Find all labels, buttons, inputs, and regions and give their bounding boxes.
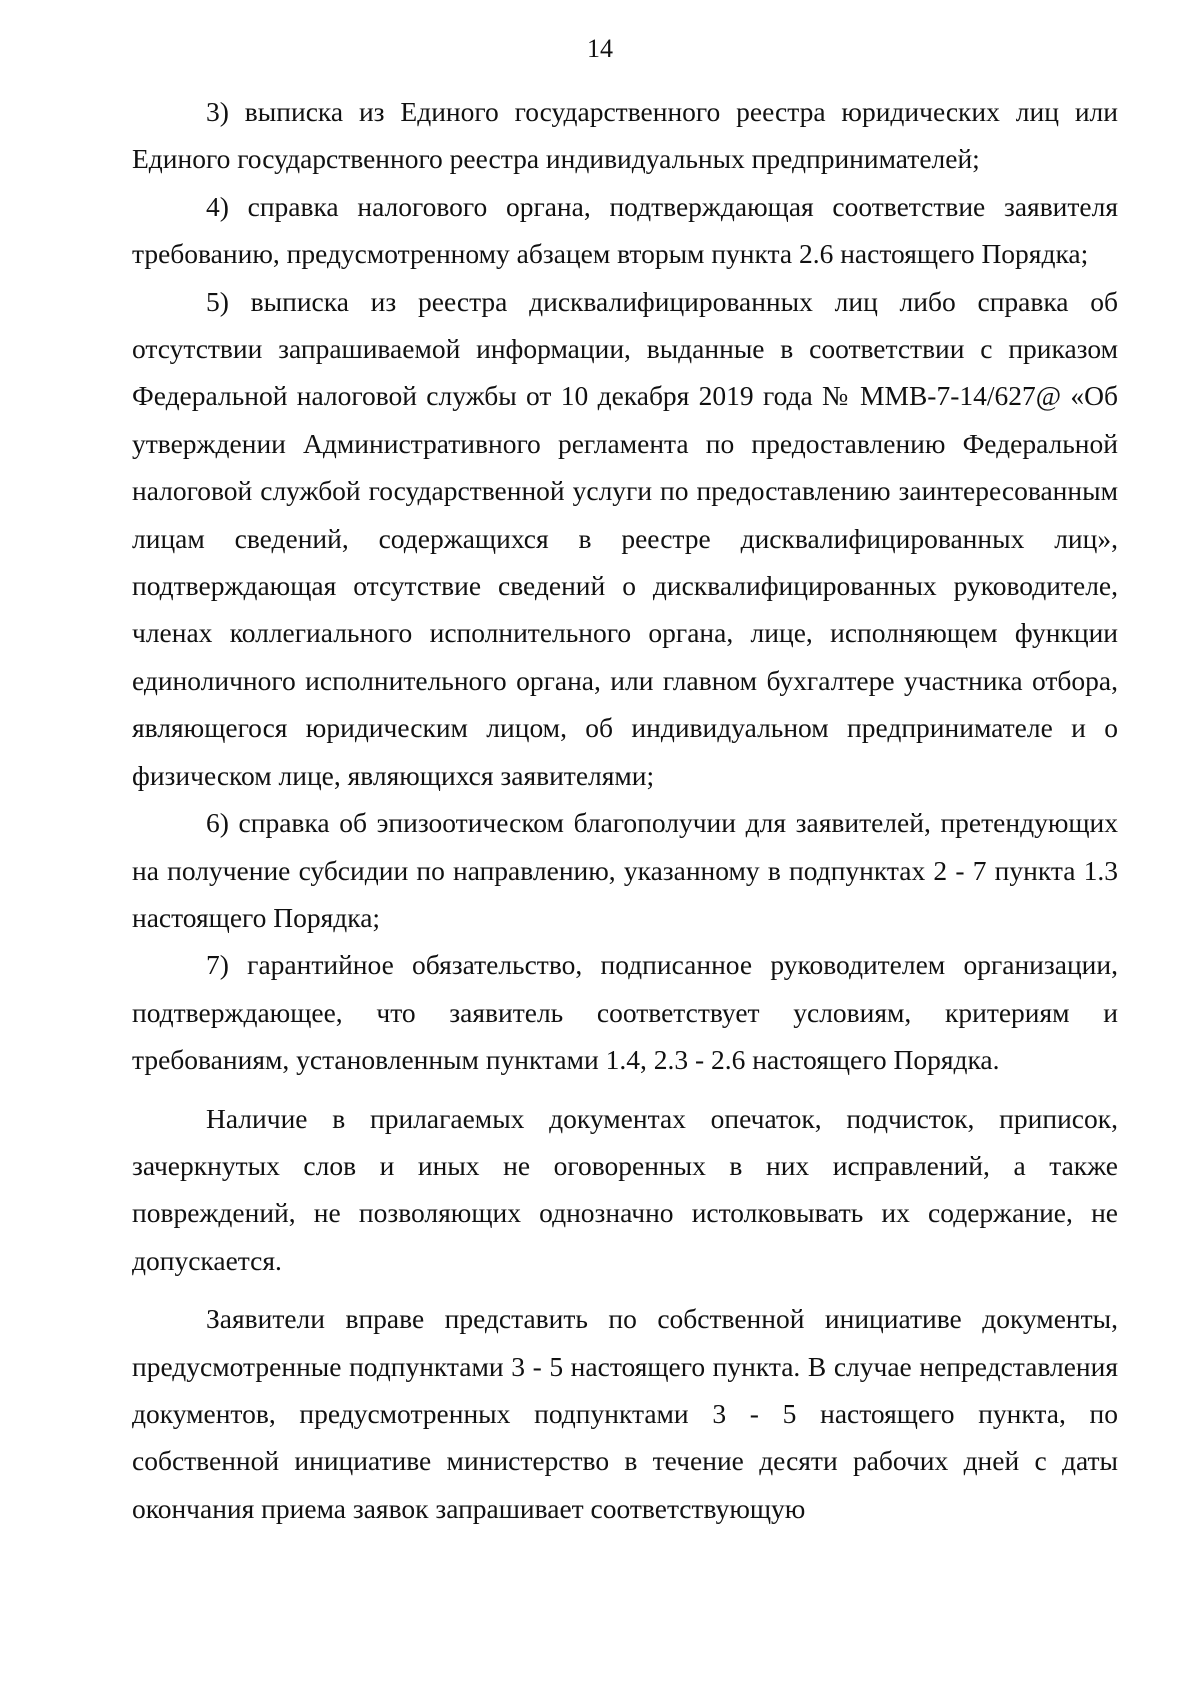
paragraph-item-7-guarantee-obligation: 7) гарантийное обязательство, подписанное руководителем организации, подтверждающее, что заявитель соответствует условиям, критериям и требованиям, установленным пунктами 1.4, 2.3 - 2.6 настоящего Порядка. xyxy=(132,949,1118,1076)
paragraph-item-3-egrul-extract: 3) выписка из Единого государственного реестра юридических лиц или Единого государственного реестра индивидуальных предпринимателей; xyxy=(132,96,1118,175)
page-number: 14 xyxy=(587,34,613,63)
paragraph-item-6-epizootic-certificate: 6) справка об эпизоотическом благополучии для заявителей, претендующих на получение субсидии по направлению, указанному в подпунктах 2 - 7 пункта 1.3 настоящего Порядка; xyxy=(132,807,1118,933)
paragraph-item-4-tax-certificate: 4) справка налогового органа, подтверждающая соответствие заявителя требованию, предусмотренному абзацем вторым пункта 2.6 настоящего Порядка; xyxy=(132,190,1118,270)
paragraph-item-5-disqualified-registry: 5) выписка из реестра дисквалифицированных лиц либо справка об отсутствии запрашиваемой информации, выданные в соответствии с приказом Федеральной налоговой службы от 10 декабря 2019 года № ММВ-7-14/627@ «Об утверждении Административного регламента по предоставлению Федеральной налоговой службой государственной услуги по предоставлению заинтересованным лицам сведений, содержащихся в реестре дисквалифицированных лиц», подтверждающая отсутствие сведений о дисквалифицированных руководителе, членах коллегиального исполнительного органа, лице, исполняющем функции единоличного исполнительного органа, или главном бухгалтере участника отбора, являющегося юридическим лицом, об индивидуальном предпринимателе и о физическом лице, являющихся заявителями; xyxy=(132,285,1118,791)
paragraph-corrections-not-allowed: Наличие в прилагаемых документах опечаток, подчисток, приписок, зачеркнутых слов и иных не оговоренных в них исправлений, а также повреждений, не позволяющих однозначно истолковывать их содержание, не допускается. xyxy=(132,1102,1118,1276)
document-body xyxy=(132,88,1118,1532)
paragraph-own-initiative-documents: Заявители вправе представить по собственной инициативе документы, предусмотренные подпунктами 3 - 5 настоящего пункта. В случае непредставления документов, предусмотренных подпунктами 3 - 5 настоящего пункта, по собственной инициативе министерство в течение десяти рабочих дней с даты окончания приема заявок запрашивает соответствующую xyxy=(132,1303,1118,1524)
